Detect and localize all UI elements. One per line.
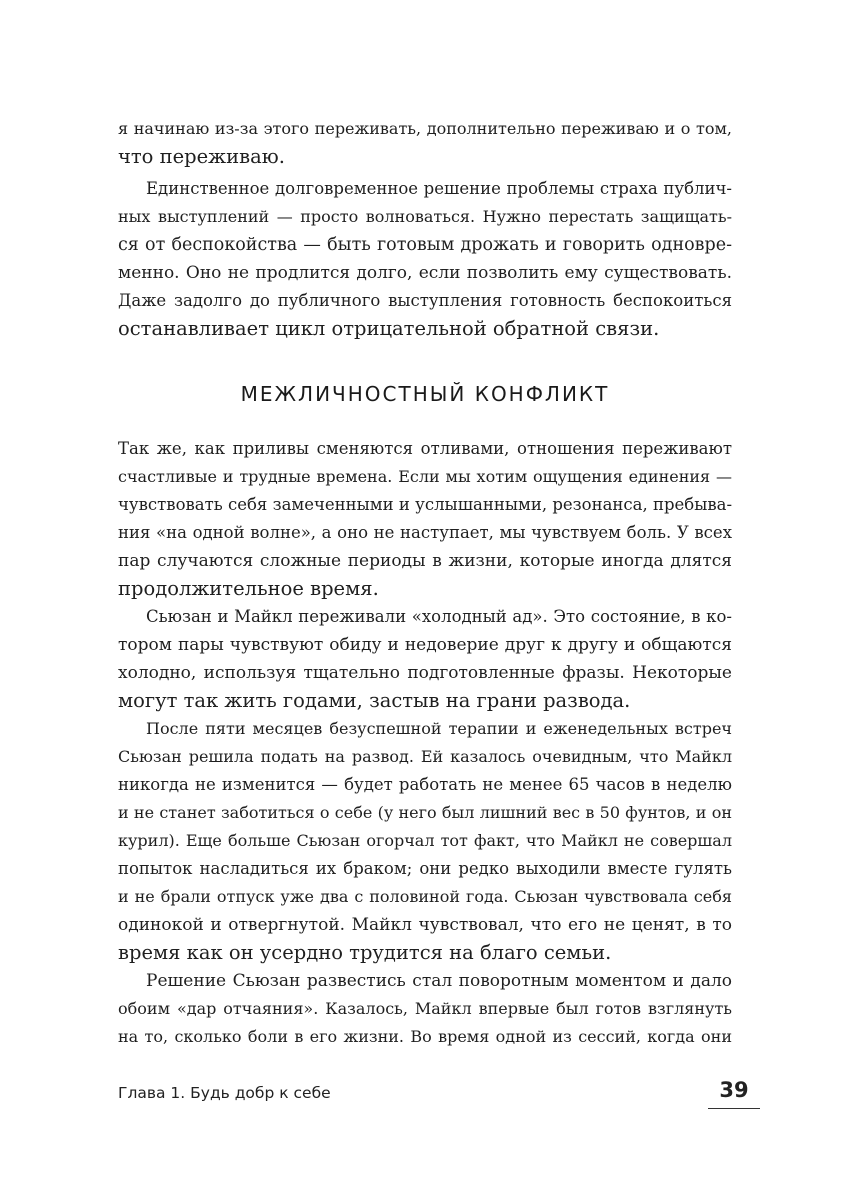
text-line: продолжительное время. (118, 577, 379, 600)
page-number: 39 (719, 1078, 749, 1102)
text-line: и не станет заботиться о себе (у него был лишний вес в 50 фунтов, и он (118, 803, 732, 822)
text-line: Единственное долговременное решение проблемы страха публич- (146, 179, 732, 198)
text-line: обоим «дар отчаяния». Казалось, Майкл впервые был готов взглянуть (118, 999, 732, 1018)
chapter-footer: Глава 1. Будь добр к себе (118, 1084, 331, 1102)
text-line: Так же, как приливы сменяются отливами, отношения переживают (118, 439, 732, 458)
text-line: После пяти месяцев безуспешной терапии и еженедельных встреч (146, 719, 732, 738)
text-line: ния «на одной волне», а оно не наступает, мы чувствуем боль. У всех (118, 523, 732, 542)
text-line: попыток насладиться их браком; они редко выходили вместе гулять (118, 859, 732, 878)
text-line: Сьюзан и Майкл переживали «холодный ад». Это состояние, в ко- (146, 607, 732, 626)
text-line: курил). Еще больше Сьюзан огорчал тот факт, что Майкл не совершал (118, 831, 732, 850)
text-line: могут так жить годами, застыв на грани развода. (118, 689, 631, 712)
page-number-rule (708, 1108, 760, 1109)
text-line: ных выступлений — просто волноваться. Нужно перестать защищать- (118, 207, 732, 226)
text-line: Сьюзан решила подать на развод. Ей казалось очевидным, что Майкл (118, 747, 732, 766)
text-line: тором пары чувствуют обиду и недоверие друг к другу и общаются (118, 635, 732, 655)
text-line: я начинаю из-за этого переживать, дополнительно переживаю и о том, (118, 119, 732, 138)
text-line: Решение Сьюзан развестись стал поворотным моментом и дало (146, 971, 732, 991)
text-line: холодно, используя тщательно подготовленные фразы. Некоторые (118, 663, 732, 683)
section-heading: МЕЖЛИЧНОСТНЫЙ КОНФЛИКТ (240, 382, 610, 406)
text-line: пар случаются сложные периоды в жизни, которые иногда длятся (118, 551, 732, 571)
text-line: что переживаю. (118, 145, 285, 168)
text-line: чувствовать себя замеченными и услышанными, резонанса, пребыва- (118, 495, 733, 514)
text-line: ся от беспокойства — быть готовым дрожать и говорить одновре- (118, 235, 732, 255)
text-line: время как он усердно трудится на благо семьи. (118, 941, 612, 964)
text-line: одинокой и отвергнутой. Майкл чувствовал, что его не ценят, в то (118, 915, 732, 935)
text-line: Даже задолго до публичного выступления готовность беспокоиться (118, 291, 732, 310)
text-line: на то, сколько боли в его жизни. Во время одной из сессий, когда они (118, 1027, 732, 1046)
text-line: останавливает цикл отрицательной обратной связи. (118, 317, 660, 340)
text-line: счастливые и трудные времена. Если мы хотим ощущения единения — (118, 467, 732, 486)
text-line: менно. Оно не продлится долго, если позволить ему существовать. (118, 263, 732, 283)
text-line: и не брали отпуск уже два с половиной года. Сьюзан чувствовала себя (118, 887, 732, 906)
text-line: никогда не изменится — будет работать не менее 65 часов в неделю (118, 775, 732, 794)
